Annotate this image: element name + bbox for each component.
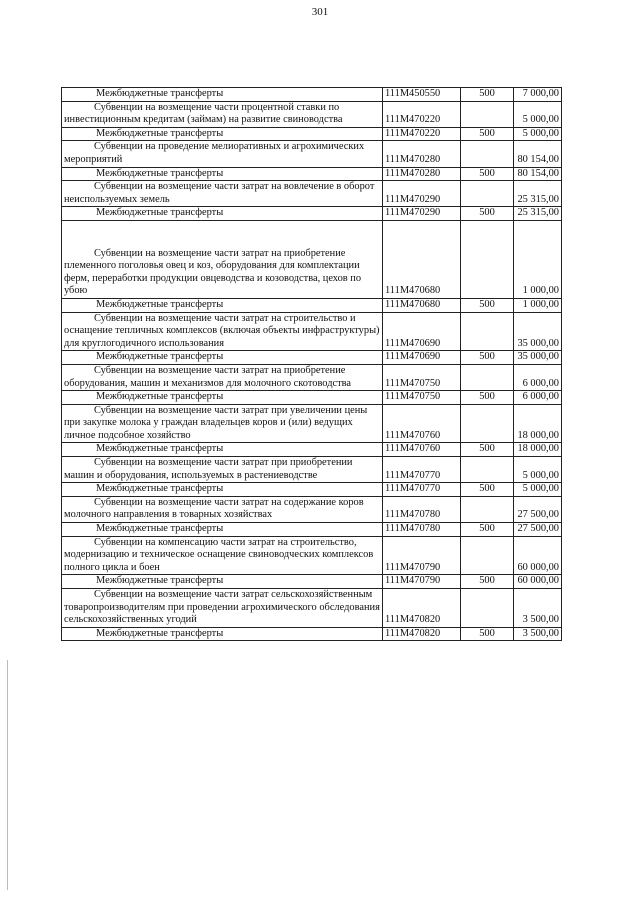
row-name-text: Субвенции на возмещение части процентной ставки по инвестиционным кредитам (займам) на развитие свиноводства [64, 101, 343, 126]
row-sum: 25 315,00 [514, 181, 562, 207]
row-expense-type: 500 [461, 351, 514, 365]
row-sum: 25 315,00 [514, 207, 562, 221]
row-expense-type: 500 [461, 627, 514, 641]
row-code: 111М470780 [383, 496, 461, 522]
row-sum: 18 000,00 [514, 443, 562, 457]
row-sum: 1 000,00 [514, 220, 562, 298]
row-code: 111М470770 [383, 457, 461, 483]
row-sum: 3 500,00 [514, 589, 562, 628]
row-name [62, 141, 383, 167]
row-name-text: Субвенции на возмещение части затрат на приобретение оборудования, машин и механизмов для молочного скотоводства [64, 364, 352, 389]
table-row-transfer [62, 483, 562, 497]
row-expense-type [461, 181, 514, 207]
table-row-transfer [62, 167, 562, 181]
table-row-transfer [62, 443, 562, 457]
row-name: Межбюджетные трансферты [62, 167, 383, 181]
row-name [62, 496, 383, 522]
row-name: Межбюджетные трансферты [62, 627, 383, 641]
table-row-subsidy [62, 101, 562, 127]
row-code: 111М470280 [383, 167, 461, 181]
table-row-transfer [62, 207, 562, 221]
table-row-transfer [62, 627, 562, 641]
row-code: 111М470770 [383, 483, 461, 497]
row-sum: 5 000,00 [514, 483, 562, 497]
row-code: 111М470760 [383, 404, 461, 443]
row-name-text: Субвенции на компенсацию части затрат на строительство, модернизацию и техническое оснащение свиноводческих комплексов полного цикла и боен [64, 536, 374, 573]
row-expense-type [461, 220, 514, 298]
table-row-subsidy [62, 181, 562, 207]
row-code: 111М470680 [383, 298, 461, 312]
row-name [62, 536, 383, 575]
row-code: 111М470290 [383, 207, 461, 221]
row-name-text: Субвенции на проведение мелиоративных и агрохимических мероприятий [64, 141, 365, 165]
row-sum: 60 000,00 [514, 536, 562, 575]
row-expense-type: 500 [461, 483, 514, 497]
row-name [62, 312, 383, 351]
row-expense-type [461, 589, 514, 628]
row-sum: 6 000,00 [514, 391, 562, 405]
row-name [62, 404, 383, 443]
table-row-transfer [62, 523, 562, 537]
row-name-text: Субвенции на возмещение части затрат на вовлечение в оборот неиспользуемых земель [64, 181, 375, 205]
row-sum: 1 000,00 [514, 298, 562, 312]
row-code: 111М470690 [383, 351, 461, 365]
row-code: 111М450550 [383, 88, 461, 102]
row-expense-type: 500 [461, 88, 514, 102]
row-sum: 6 000,00 [514, 364, 562, 390]
row-name-text: Субвенции на возмещение части затрат при увеличении цены при закупке молока у граждан владельцев коров и (или) ведущих личное подсобное хозяйство [64, 404, 368, 441]
row-expense-type [461, 404, 514, 443]
row-name: Межбюджетные трансферты [62, 523, 383, 537]
row-sum: 5 000,00 [514, 457, 562, 483]
table-row-subsidy [62, 220, 562, 298]
row-name [62, 364, 383, 390]
row-sum: 80 154,00 [514, 141, 562, 167]
budget-table-body [62, 88, 562, 641]
row-name: Межбюджетные трансферты [62, 351, 383, 365]
row-expense-type [461, 496, 514, 522]
row-expense-type: 500 [461, 167, 514, 181]
row-name: Межбюджетные трансферты [62, 483, 383, 497]
row-expense-type: 500 [461, 127, 514, 141]
row-name-text: Субвенции на возмещение части затрат при приобретении машин и оборудования, используемых в растениеводстве [64, 457, 353, 481]
row-name [62, 220, 383, 298]
table-row-subsidy [62, 312, 562, 351]
row-code: 111М470780 [383, 523, 461, 537]
row-code: 111М470220 [383, 101, 461, 127]
row-code: 111М470760 [383, 443, 461, 457]
row-expense-type: 500 [461, 391, 514, 405]
row-name-text: Субвенции на возмещение части затрат на строительство и оснащение тепличных комплексов (включая объекты инфраструктуры) для круглогодичного использования [64, 312, 380, 349]
table-row-subsidy [62, 536, 562, 575]
table-row-subsidy [62, 457, 562, 483]
row-sum: 18 000,00 [514, 404, 562, 443]
page-number: 301 [311, 6, 329, 18]
row-code: 111М470280 [383, 141, 461, 167]
row-name-text: Субвенции на возмещение части затрат сельскохозяйственным товаропроизводителям при проведении агрохимического обследования сельскохозяйственных угодий [64, 589, 380, 626]
row-code: 111М470220 [383, 127, 461, 141]
row-name: Межбюджетные трансферты [62, 127, 383, 141]
row-name: Межбюджетные трансферты [62, 88, 383, 102]
row-expense-type [461, 364, 514, 390]
row-sum: 27 500,00 [514, 496, 562, 522]
row-name [62, 181, 383, 207]
row-code: 111М470750 [383, 391, 461, 405]
row-expense-type: 500 [461, 523, 514, 537]
table-row-transfer [62, 575, 562, 589]
row-code: 111М470790 [383, 575, 461, 589]
table-row-subsidy [62, 589, 562, 628]
table-row-subsidy [62, 364, 562, 390]
row-expense-type [461, 141, 514, 167]
row-expense-type: 500 [461, 298, 514, 312]
row-expense-type: 500 [461, 575, 514, 589]
row-name [62, 101, 383, 127]
budget-table [61, 87, 562, 641]
row-sum: 5 000,00 [514, 101, 562, 127]
scan-margin-line [7, 660, 8, 890]
table-row-subsidy [62, 141, 562, 167]
row-sum: 3 500,00 [514, 627, 562, 641]
table-row-transfer [62, 298, 562, 312]
row-code: 111М470290 [383, 181, 461, 207]
row-code: 111М470750 [383, 364, 461, 390]
table-row-transfer [62, 88, 562, 102]
row-name [62, 457, 383, 483]
row-sum: 35 000,00 [514, 312, 562, 351]
row-sum: 27 500,00 [514, 523, 562, 537]
row-expense-type: 500 [461, 443, 514, 457]
row-code: 111М470690 [383, 312, 461, 351]
row-expense-type [461, 101, 514, 127]
row-sum: 5 000,00 [514, 127, 562, 141]
row-code: 111М470790 [383, 536, 461, 575]
row-name: Межбюджетные трансферты [62, 298, 383, 312]
row-expense-type: 500 [461, 207, 514, 221]
row-name: Межбюджетные трансферты [62, 207, 383, 221]
table-row-subsidy [62, 404, 562, 443]
row-code: 111М470680 [383, 220, 461, 298]
row-name: Межбюджетные трансферты [62, 575, 383, 589]
row-name: Межбюджетные трансферты [62, 443, 383, 457]
row-name-text: Субвенции на возмещение части затрат на приобретение племенного поголовья овец и коз, оборудования для комплектации ферм, переработки продукции овцеводства и козоводства, цехов по убою [64, 247, 362, 297]
row-sum: 7 000,00 [514, 88, 562, 102]
row-code: 111М470820 [383, 627, 461, 641]
row-expense-type [461, 536, 514, 575]
row-sum: 35 000,00 [514, 351, 562, 365]
row-sum: 60 000,00 [514, 575, 562, 589]
row-name: Межбюджетные трансферты [62, 391, 383, 405]
row-code: 111М470820 [383, 589, 461, 628]
row-name-text: Субвенции на возмещение части затрат на содержание коров молочного направления в товарных хозяйствах [64, 496, 364, 521]
table-row-subsidy [62, 496, 562, 522]
row-expense-type [461, 312, 514, 351]
table-row-transfer [62, 351, 562, 365]
table-row-transfer [62, 391, 562, 405]
row-expense-type [461, 457, 514, 483]
table-row-transfer [62, 127, 562, 141]
row-name [62, 589, 383, 628]
row-sum: 80 154,00 [514, 167, 562, 181]
